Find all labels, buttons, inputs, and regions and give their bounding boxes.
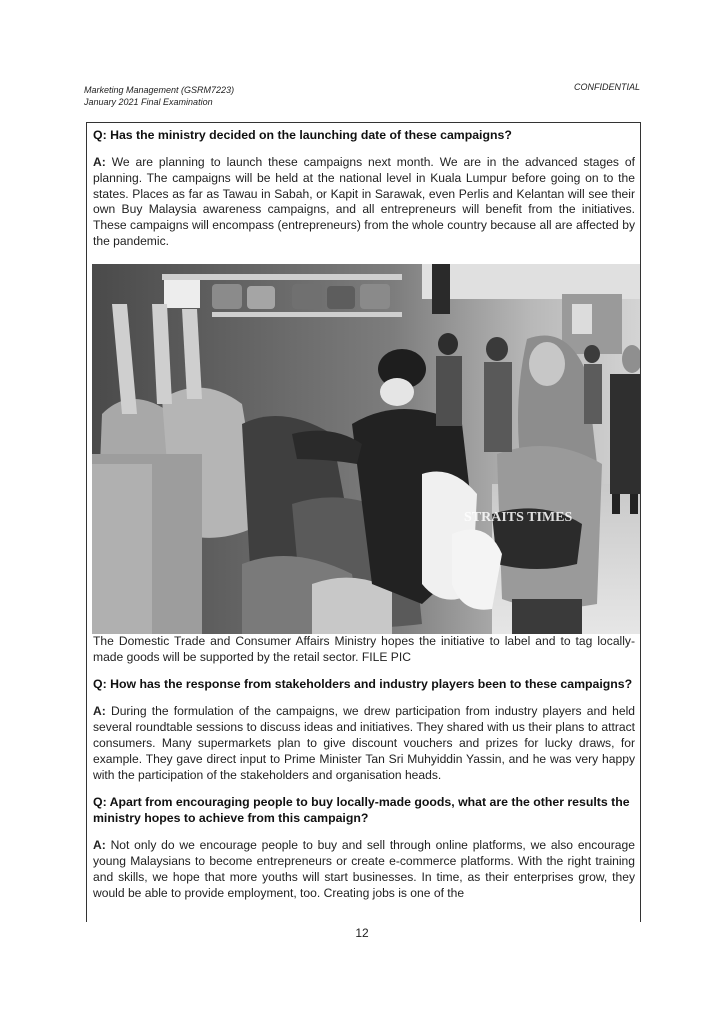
answer-2: A: During the formulation of the campaigns, we drew participation from industry players and held several roundtable sessions to discuss ideas and initiatives. They shared with us their plans to attract consumers. Many supermarkets plan to give discount vouchers and prizes for lucky draws, for example. They gave direct input to Prime Minister Tan Sri Muhyiddin Yassin, and he was very happy with the participation of the stakeholders and organisation heads. — [93, 704, 635, 782]
course-title: Marketing Management (GSRM7223) — [84, 85, 235, 95]
interview-box — [86, 122, 641, 922]
shopping-photo — [92, 264, 641, 634]
shoppers-bags-image — [92, 264, 641, 634]
photo-caption: The Domestic Trade and Consumer Affairs Ministry hopes the initiative to label and to tag locally-made goods will be supported by the retail sector. FILE PIC — [93, 633, 635, 664]
confidential-label: CONFIDENTIAL — [573, 82, 640, 92]
photo-watermark: STRAITS TIMES — [464, 509, 573, 525]
page-number: 12 — [355, 926, 369, 940]
answer-3: A: Not only do we encourage people to buy and sell through online platforms, we also encourage young Malaysians to become entrepreneurs or create e-commerce platforms. With the right training and skills, we hope that more youths will start businesses. In time, as their enterprises grow, they would be able to provide employment, too. Creating jobs is one of the — [93, 838, 635, 900]
question-2: Q: How has the response from stakeholders and industry players been to these campaigns? — [93, 677, 633, 692]
question-3: Q: Apart from encouraging people to buy locally-made goods, what are the other results the ministry hopes to achieve from this campaign? — [93, 795, 630, 826]
question-1: Q: Has the ministry decided on the launching date of these campaigns? — [93, 128, 512, 142]
document-header — [84, 84, 234, 108]
exam-title: January 2021 Final Examination — [84, 97, 213, 107]
answer-1: A: We are planning to launch these campaigns next month. We are in the advanced stages of planning. The campaigns will be held at the national level in Kuala Lumpur before going on to the states. Places as far as Tawau in Sabah, or Kapit in Sarawak, even Perlis and Kelantan will see their own Buy Malaysia awareness campaigns, and all entrepreneurs will benefit from the initiatives. These campaigns will encompass (entrepreneurs) from the whole country because all are affected by the pandemic. — [93, 155, 635, 248]
